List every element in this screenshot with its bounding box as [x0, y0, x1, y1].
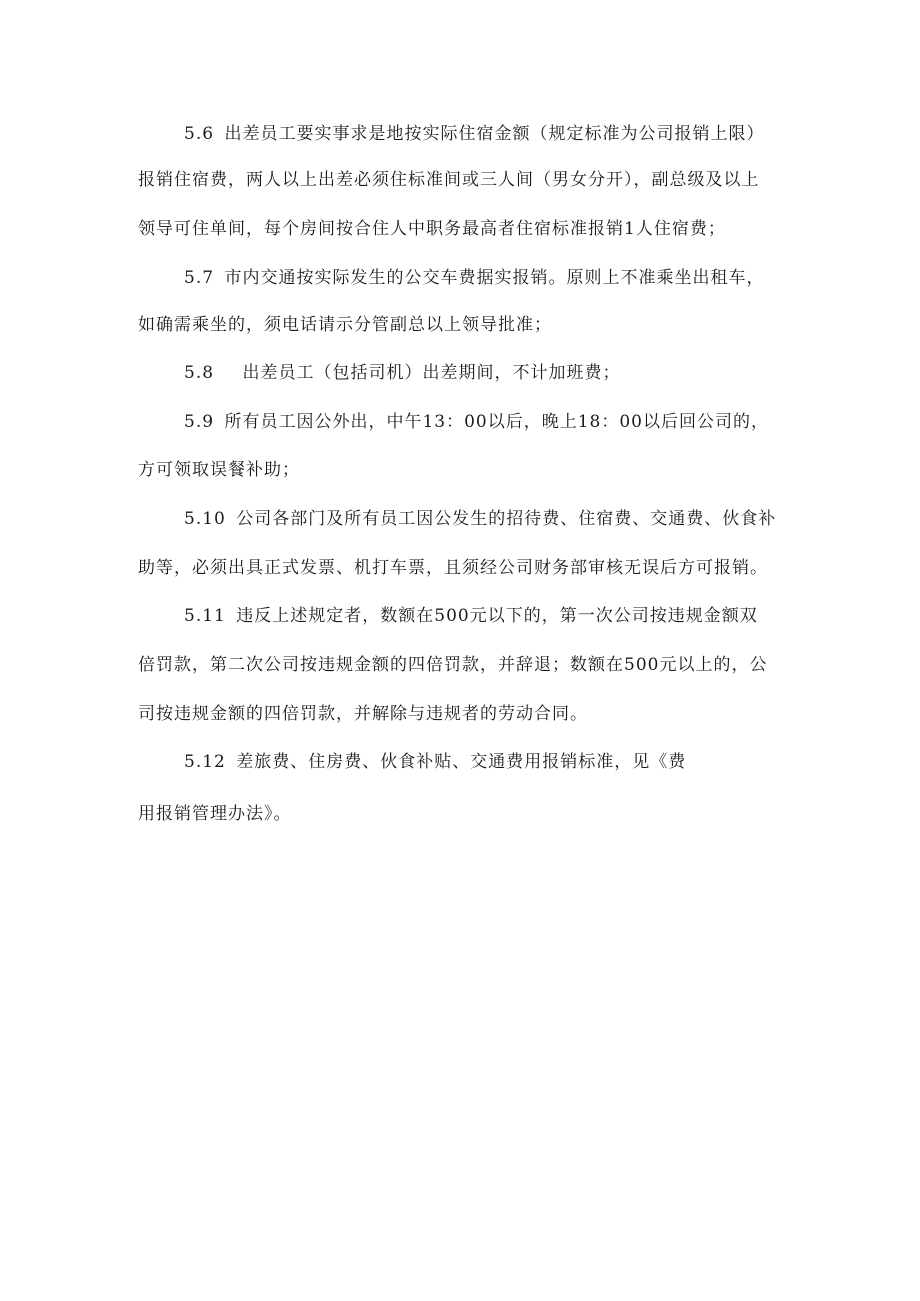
clause-line: 用报销管理办法》。: [138, 804, 292, 824]
clause-text: 违反上述规定者，数额在500元以下的，第一次公司按违规金额双: [236, 606, 758, 626]
clause-line: 方可领取误餐补助；: [138, 460, 300, 480]
clause-5-9-first-line: [184, 410, 769, 434]
clause-5-6-first-line: [184, 122, 764, 146]
clause-5-7-first-line: [184, 266, 764, 290]
clause-line: 助等，必须出具正式发票、机打车票，且须经公司财务部审核无误后方可报销。: [138, 558, 768, 578]
clause-5-12-first-line: [184, 750, 686, 774]
clause-number: 5.6: [184, 124, 215, 144]
clause-number: 5.12: [184, 752, 226, 772]
clause-line: 报销住宿费，两人以上出差必须住标准间或三人间（男女分开），副总级及以上: [138, 170, 760, 190]
clause-number: 5.9: [184, 412, 215, 432]
clause-number: 5.10: [184, 509, 226, 529]
clause-line: 如确需乘坐的，须电话请示分管副总以上领导批准；: [138, 315, 552, 335]
clause-text: 公司各部门及所有员工因公发生的招待费、住宿费、交通费、伙食补: [236, 509, 777, 529]
clause-5-8-first-line: [184, 361, 620, 385]
clause-text: 出差员工要实事求是地按实际住宿金额（规定标准为公司报销上限）: [224, 124, 765, 144]
clause-number: 5.11: [184, 606, 226, 626]
clause-text: 所有员工因公外出，中午13：00以后，晚上18：00以后回公司的，: [224, 412, 769, 432]
clause-text: 出差员工（包括司机）出差期间，不计加班费；: [242, 363, 621, 383]
clause-5-11-first-line: [184, 604, 758, 628]
clause-text: 市内交通按实际发生的公交车费据实报销。原则上不准乘坐出租车，: [224, 268, 765, 288]
clause-line: 倍罚款，第二次公司按违规金额的四倍罚款，并辞退；数额在500元以上的，公: [138, 655, 768, 675]
clause-number: 5.8: [184, 363, 215, 383]
clause-line: 领导可住单间，每个房间按合住人中职务最高者住宿标准报销1人住宿费；: [138, 219, 726, 239]
clause-number: 5.7: [184, 268, 215, 288]
clause-text: 差旅费、住房费、伙食补贴、交通费用报销标准，见《费: [236, 752, 687, 772]
clause-line: 司按违规金额的四倍罚款，并解除与违规者的劳动合同。: [138, 704, 588, 724]
clause-5-10-first-line: [184, 507, 776, 531]
